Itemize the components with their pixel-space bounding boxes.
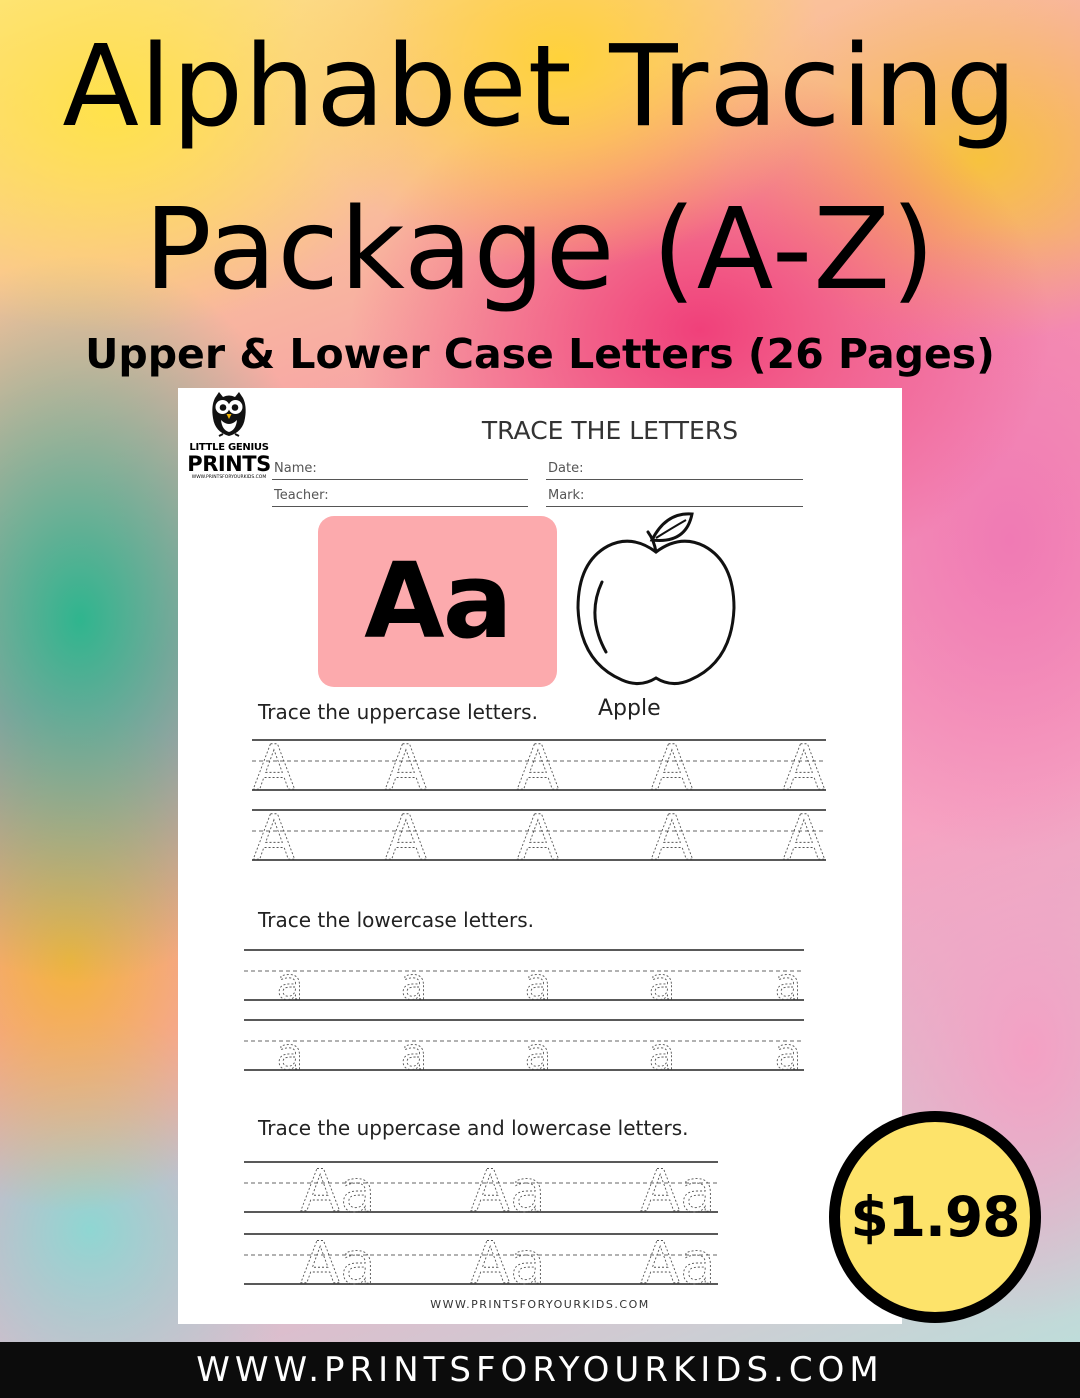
trace-letter: Aa — [300, 1157, 376, 1225]
trace-letter: A — [516, 801, 560, 874]
trace-letter: a — [524, 959, 552, 1010]
trace-letter: a — [276, 959, 304, 1010]
trace-letter: a — [524, 1029, 552, 1080]
trace-letter: A — [782, 731, 826, 804]
trace-letter: A — [650, 801, 694, 874]
mark-field: Mark: — [546, 487, 803, 507]
trace-letter: Aa — [300, 1229, 376, 1297]
name-field: Name: — [272, 460, 528, 480]
logo-top-text: LITTLE GENIUS — [189, 442, 269, 453]
trace-letter: Aa — [640, 1229, 716, 1297]
title-line-1: Alphabet Tracing — [62, 22, 1018, 152]
trace-letter: Aa — [470, 1229, 546, 1297]
combined-instruction: Trace the uppercase and lowercase letters. — [258, 1116, 689, 1140]
subtitle: Upper & Lower Case Letters (26 Pages) — [85, 330, 995, 378]
trace-letter: a — [276, 1029, 304, 1080]
tracing-rows — [178, 388, 902, 1324]
trace-letter: Aa — [640, 1157, 716, 1225]
price-badge: $1.98 — [829, 1111, 1041, 1323]
teacher-field: Teacher: — [272, 487, 528, 507]
date-field: Date: — [546, 460, 803, 480]
letter-card: Aa — [318, 516, 557, 687]
uppercase-instruction: Trace the uppercase letters. — [258, 700, 538, 724]
trace-letter: a — [648, 1029, 676, 1080]
trace-letter: a — [774, 1029, 802, 1080]
trace-letter: A — [516, 731, 560, 804]
trace-letter: A — [384, 801, 428, 874]
worksheet-preview — [178, 388, 902, 1324]
trace-letter: A — [782, 801, 826, 874]
apple-label: Apple — [598, 696, 661, 721]
lowercase-instruction: Trace the lowercase letters. — [258, 908, 535, 932]
trace-letter: a — [400, 959, 428, 1010]
logo-url-text: WWW.PRINTSFORYOURKIDS.COM — [191, 475, 267, 480]
trace-letter: a — [774, 959, 802, 1010]
trace-letter: a — [400, 1029, 428, 1080]
trace-letter: A — [252, 801, 296, 874]
trace-letter: Aa — [470, 1157, 546, 1225]
trace-letter: A — [252, 731, 296, 804]
trace-letter: a — [648, 959, 676, 1010]
worksheet-url: WWW.PRINTSFORYOURKIDS.COM — [430, 1298, 650, 1311]
logo-main-text: PRINTS — [187, 452, 271, 476]
trace-letter: A — [384, 731, 428, 804]
title-line-2: Package (A-Z) — [144, 185, 936, 315]
trace-letter: A — [650, 731, 694, 804]
footer-banner: WWW.PRINTSFORYOURKIDS.COM — [0, 1342, 1080, 1398]
worksheet-title: TRACE THE LETTERS — [481, 416, 739, 445]
